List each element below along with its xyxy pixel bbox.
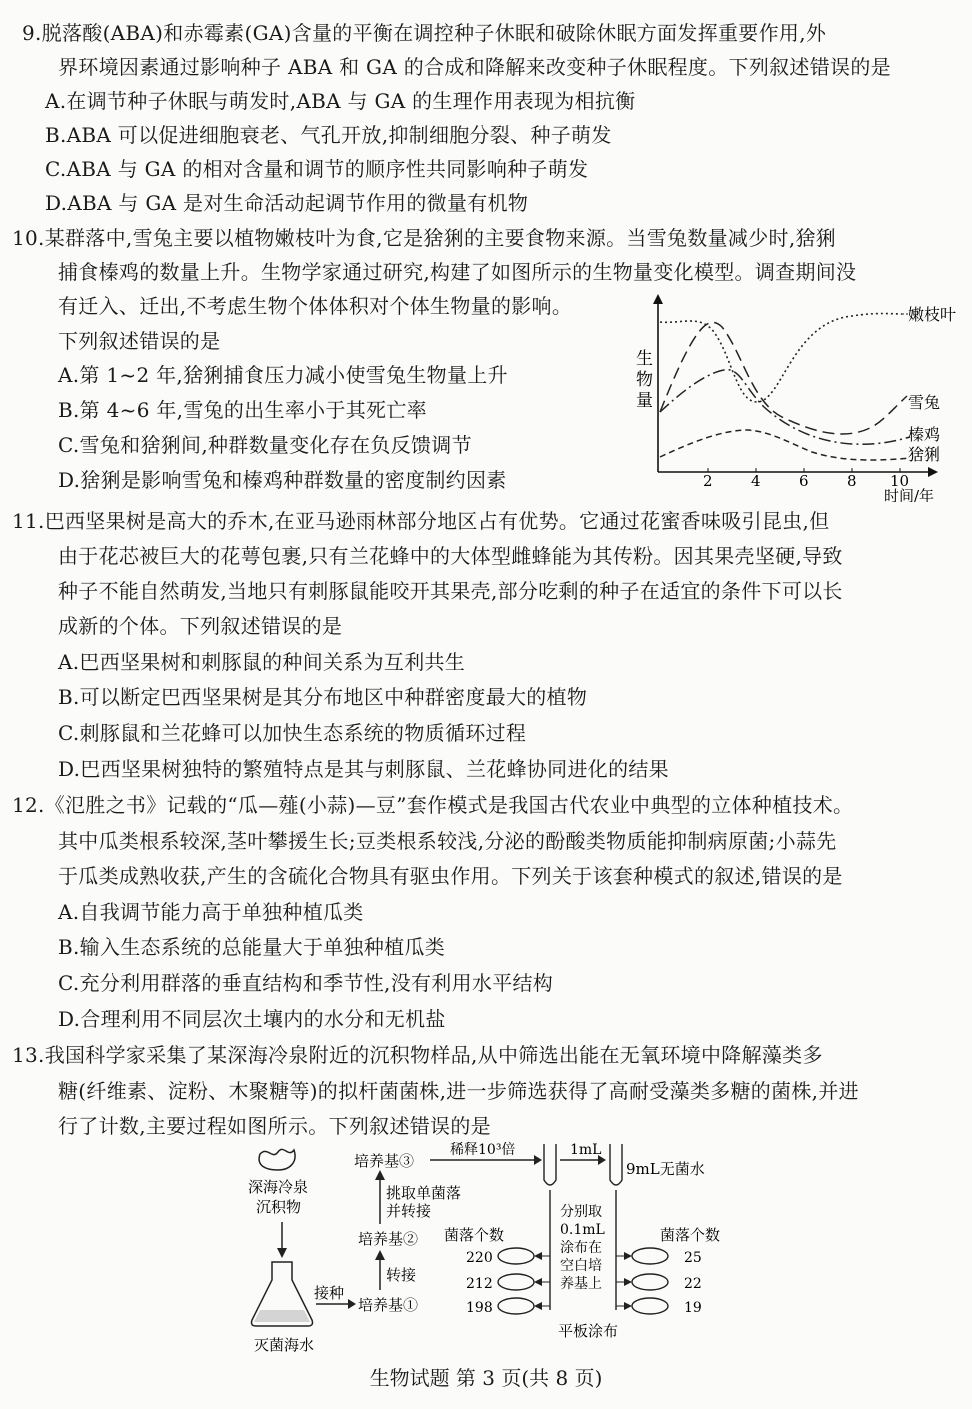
- left-count-3: 198: [466, 1300, 493, 1316]
- legend-grouse: 榛鸡: [908, 425, 941, 444]
- x-tick-6: 6: [799, 472, 809, 490]
- q11-stem-line4: 成新的个体。下列叙述错误的是: [58, 614, 343, 638]
- right-count-3: 19: [684, 1300, 702, 1316]
- q9-stem-line1: 9.脱落酸(ABA)和赤霉素(GA)含量的平衡在调控种子休眠和破除休眠方面发挥重要作用,外: [22, 21, 827, 45]
- q11-stem-line2: 由于花芯被巨大的花萼包裹,只有兰花蜂中的大体型雌蜂能为其传粉。因其果壳坚硬,导致: [58, 544, 843, 568]
- q11-stem-line1: 11.巴西坚果树是高大的乔木,在亚马逊雨林部分地区占有优势。它通过花蜜香味吸引昆虫,但: [12, 509, 830, 533]
- test-tube-left: [544, 1144, 556, 1185]
- q10-option-d: D.猞猁是影响雪兔和榛鸡种群数量的密度制约因素: [58, 468, 507, 492]
- curve-grouse: [660, 370, 910, 444]
- petri-dish: [498, 1248, 534, 1264]
- one-ml-label: 1mL: [570, 1142, 602, 1158]
- q10-option-b: B.第 4~6 年,雪兔的出生率小于其死亡率: [58, 398, 427, 422]
- q11-option-b: B.可以断定巴西坚果树是其分布地区中种群密度最大的植物: [58, 685, 588, 709]
- inoculate-label: 接种: [314, 1284, 345, 1302]
- sterile-water-label: 9mL无菌水: [626, 1160, 705, 1178]
- legend-hare: 雪兔: [908, 393, 941, 412]
- left-count-label: 菌落个数: [444, 1226, 505, 1244]
- test-tube-right: [610, 1144, 622, 1185]
- y-label-2: 物: [636, 370, 653, 390]
- each-line-4: 空白培: [560, 1258, 602, 1274]
- q12-stem-line1: 12.《氾胜之书》记载的“瓜—薤(小蒜)—豆”套作模式是我国古代农业中典型的立体种植技术。: [12, 793, 854, 817]
- q10-stem-line1: 10.某群落中,雪兔主要以植物嫩枝叶为食,它是猞猁的主要食物来源。当雪兔数量减少时,猞猁: [12, 226, 837, 250]
- curve-lynx: [660, 430, 910, 460]
- x-tick-10: 10: [890, 472, 910, 490]
- q11-option-c: C.刺豚鼠和兰花蜂可以加快生态系统的物质循环过程: [58, 721, 527, 745]
- sediment-icon: [259, 1149, 295, 1170]
- q10-option-c: C.雪兔和猞猁间,种群数量变化存在负反馈调节: [58, 433, 472, 457]
- medium3-label: 培养基③: [354, 1152, 415, 1170]
- q9-option-a: A.在调节种子休眠与萌发时,ABA 与 GA 的生理作用表现为相抗衡: [45, 89, 636, 113]
- page-footer: 生物试题 第 3 页(共 8 页): [369, 1366, 603, 1390]
- left-count-1: 220: [466, 1250, 493, 1266]
- q12-option-b: B.输入生态系统的总能量大于单独种植瓜类: [58, 935, 446, 959]
- q9-stem-line2: 界环境因素通过影响种子 ABA 和 GA 的合成和降解来改变种子休眠程度。下列叙述错误的是: [58, 55, 891, 79]
- right-count-1: 25: [684, 1250, 702, 1266]
- x-tick-4: 4: [751, 472, 761, 490]
- x-axis-arrow: [928, 467, 938, 477]
- x-axis-label: 时间/年: [884, 487, 935, 502]
- each-line-2: 0.1mL: [560, 1222, 605, 1238]
- sediment-label-2: 沉积物: [256, 1198, 302, 1216]
- pick-label-2: 并转接: [386, 1202, 432, 1220]
- medium1-label: 培养基①: [358, 1296, 419, 1314]
- dilute-label: 稀释10³倍: [450, 1142, 516, 1158]
- x-tick-2: 2: [703, 472, 713, 490]
- petri-dish: [632, 1274, 668, 1290]
- y-label-3: 量: [636, 391, 653, 411]
- q12-option-c: C.充分利用群落的垂直结构和季节性,没有利用水平结构: [58, 971, 554, 995]
- q12-stem-line2: 其中瓜类根系较深,茎叶攀援生长;豆类根系较浅,分泌的酚酸类物质能抑制病原菌;小蒜先: [58, 829, 837, 853]
- petri-dish: [498, 1274, 534, 1290]
- q12-stem-line3: 于瓜类成熟收获,产生的含硫化合物具有驱虫作用。下列关于该套种模式的叙述,错误的是: [58, 864, 843, 888]
- q13-stem-line1: 13.我国科学家采集了某深海冷泉附近的沉积物样品,从中筛选出能在无氧环境中降解藻类多: [12, 1043, 823, 1067]
- q10-stem-line2: 捕食榛鸡的数量上升。生物学家通过研究,构建了如图所示的生物量变化模型。调查期间没: [58, 260, 857, 284]
- q10-stem-line3: 有迁入、迁出,不考虑生物个体体积对个体生物量的影响。: [58, 294, 573, 318]
- q9-option-d: D.ABA 与 GA 是对生命活动起调节作用的微量有机物: [45, 191, 529, 215]
- right-count-2: 22: [684, 1276, 702, 1292]
- x-tick-8: 8: [847, 472, 857, 490]
- q12-option-d: D.合理利用不同层次土壤内的水分和无机盐: [58, 1007, 446, 1031]
- legend-shoots: 嫩枝叶: [908, 305, 957, 324]
- left-count-2: 212: [466, 1276, 493, 1292]
- each-line-1: 分别取: [560, 1204, 602, 1220]
- plating-label: 平板涂布: [558, 1322, 619, 1340]
- q13-stem-line3: 行了计数,主要过程如图所示。下列叙述错误的是: [58, 1114, 491, 1138]
- q10-option-a: A.第 1~2 年,猞猁捕食压力减小使雪兔生物量上升: [58, 363, 508, 387]
- petri-dish: [632, 1298, 668, 1314]
- q12-option-a: A.自我调节能力高于单独种植瓜类: [58, 900, 364, 924]
- each-line-3: 涂布在: [560, 1240, 602, 1256]
- curve-shoots: [660, 314, 902, 403]
- each-line-5: 养基上: [560, 1276, 602, 1292]
- q10-stem-line4: 下列叙述错误的是: [58, 329, 221, 353]
- sediment-label-1: 深海冷泉: [248, 1178, 309, 1196]
- q11-option-a: A.巴西坚果树和刺豚鼠的种间关系为互利共生: [58, 650, 466, 674]
- legend-lynx: 猞猁: [908, 445, 941, 464]
- y-axis-arrow: [653, 294, 663, 304]
- biomass-graph: [622, 292, 967, 502]
- q11-stem-line3: 种子不能自然萌发,当地只有刺豚鼠能咬开其果壳,部分吃剩的种子在适宜的条件下可以长: [58, 579, 843, 603]
- y-label-1: 生: [636, 349, 653, 369]
- q9-option-b: B.ABA 可以促进细胞衰老、气孔开放,抑制细胞分裂、种子萌发: [45, 123, 612, 147]
- seawater-label: 灭菌海水: [254, 1336, 315, 1354]
- q9-option-c: C.ABA 与 GA 的相对含量和调节的顺序性共同影响种子萌发: [45, 157, 589, 181]
- q11-option-d: D.巴西坚果树独特的繁殖特点是其与刺豚鼠、兰花蜂协同进化的结果: [58, 757, 669, 781]
- petri-dish: [498, 1298, 534, 1314]
- pick-label-1: 挑取单菌落: [386, 1184, 462, 1202]
- screening-flow-diagram: [240, 1140, 760, 1360]
- right-count-label: 菌落个数: [660, 1226, 721, 1244]
- transfer-label: 转接: [386, 1266, 417, 1284]
- petri-dish: [632, 1248, 668, 1264]
- curve-hare: [660, 322, 907, 434]
- medium2-label: 培养基②: [358, 1230, 419, 1248]
- q13-stem-line2: 糖(纤维素、淀粉、木聚糖等)的拟杆菌菌株,进一步筛选获得了高耐受藻类多糖的菌株,并进: [58, 1079, 859, 1103]
